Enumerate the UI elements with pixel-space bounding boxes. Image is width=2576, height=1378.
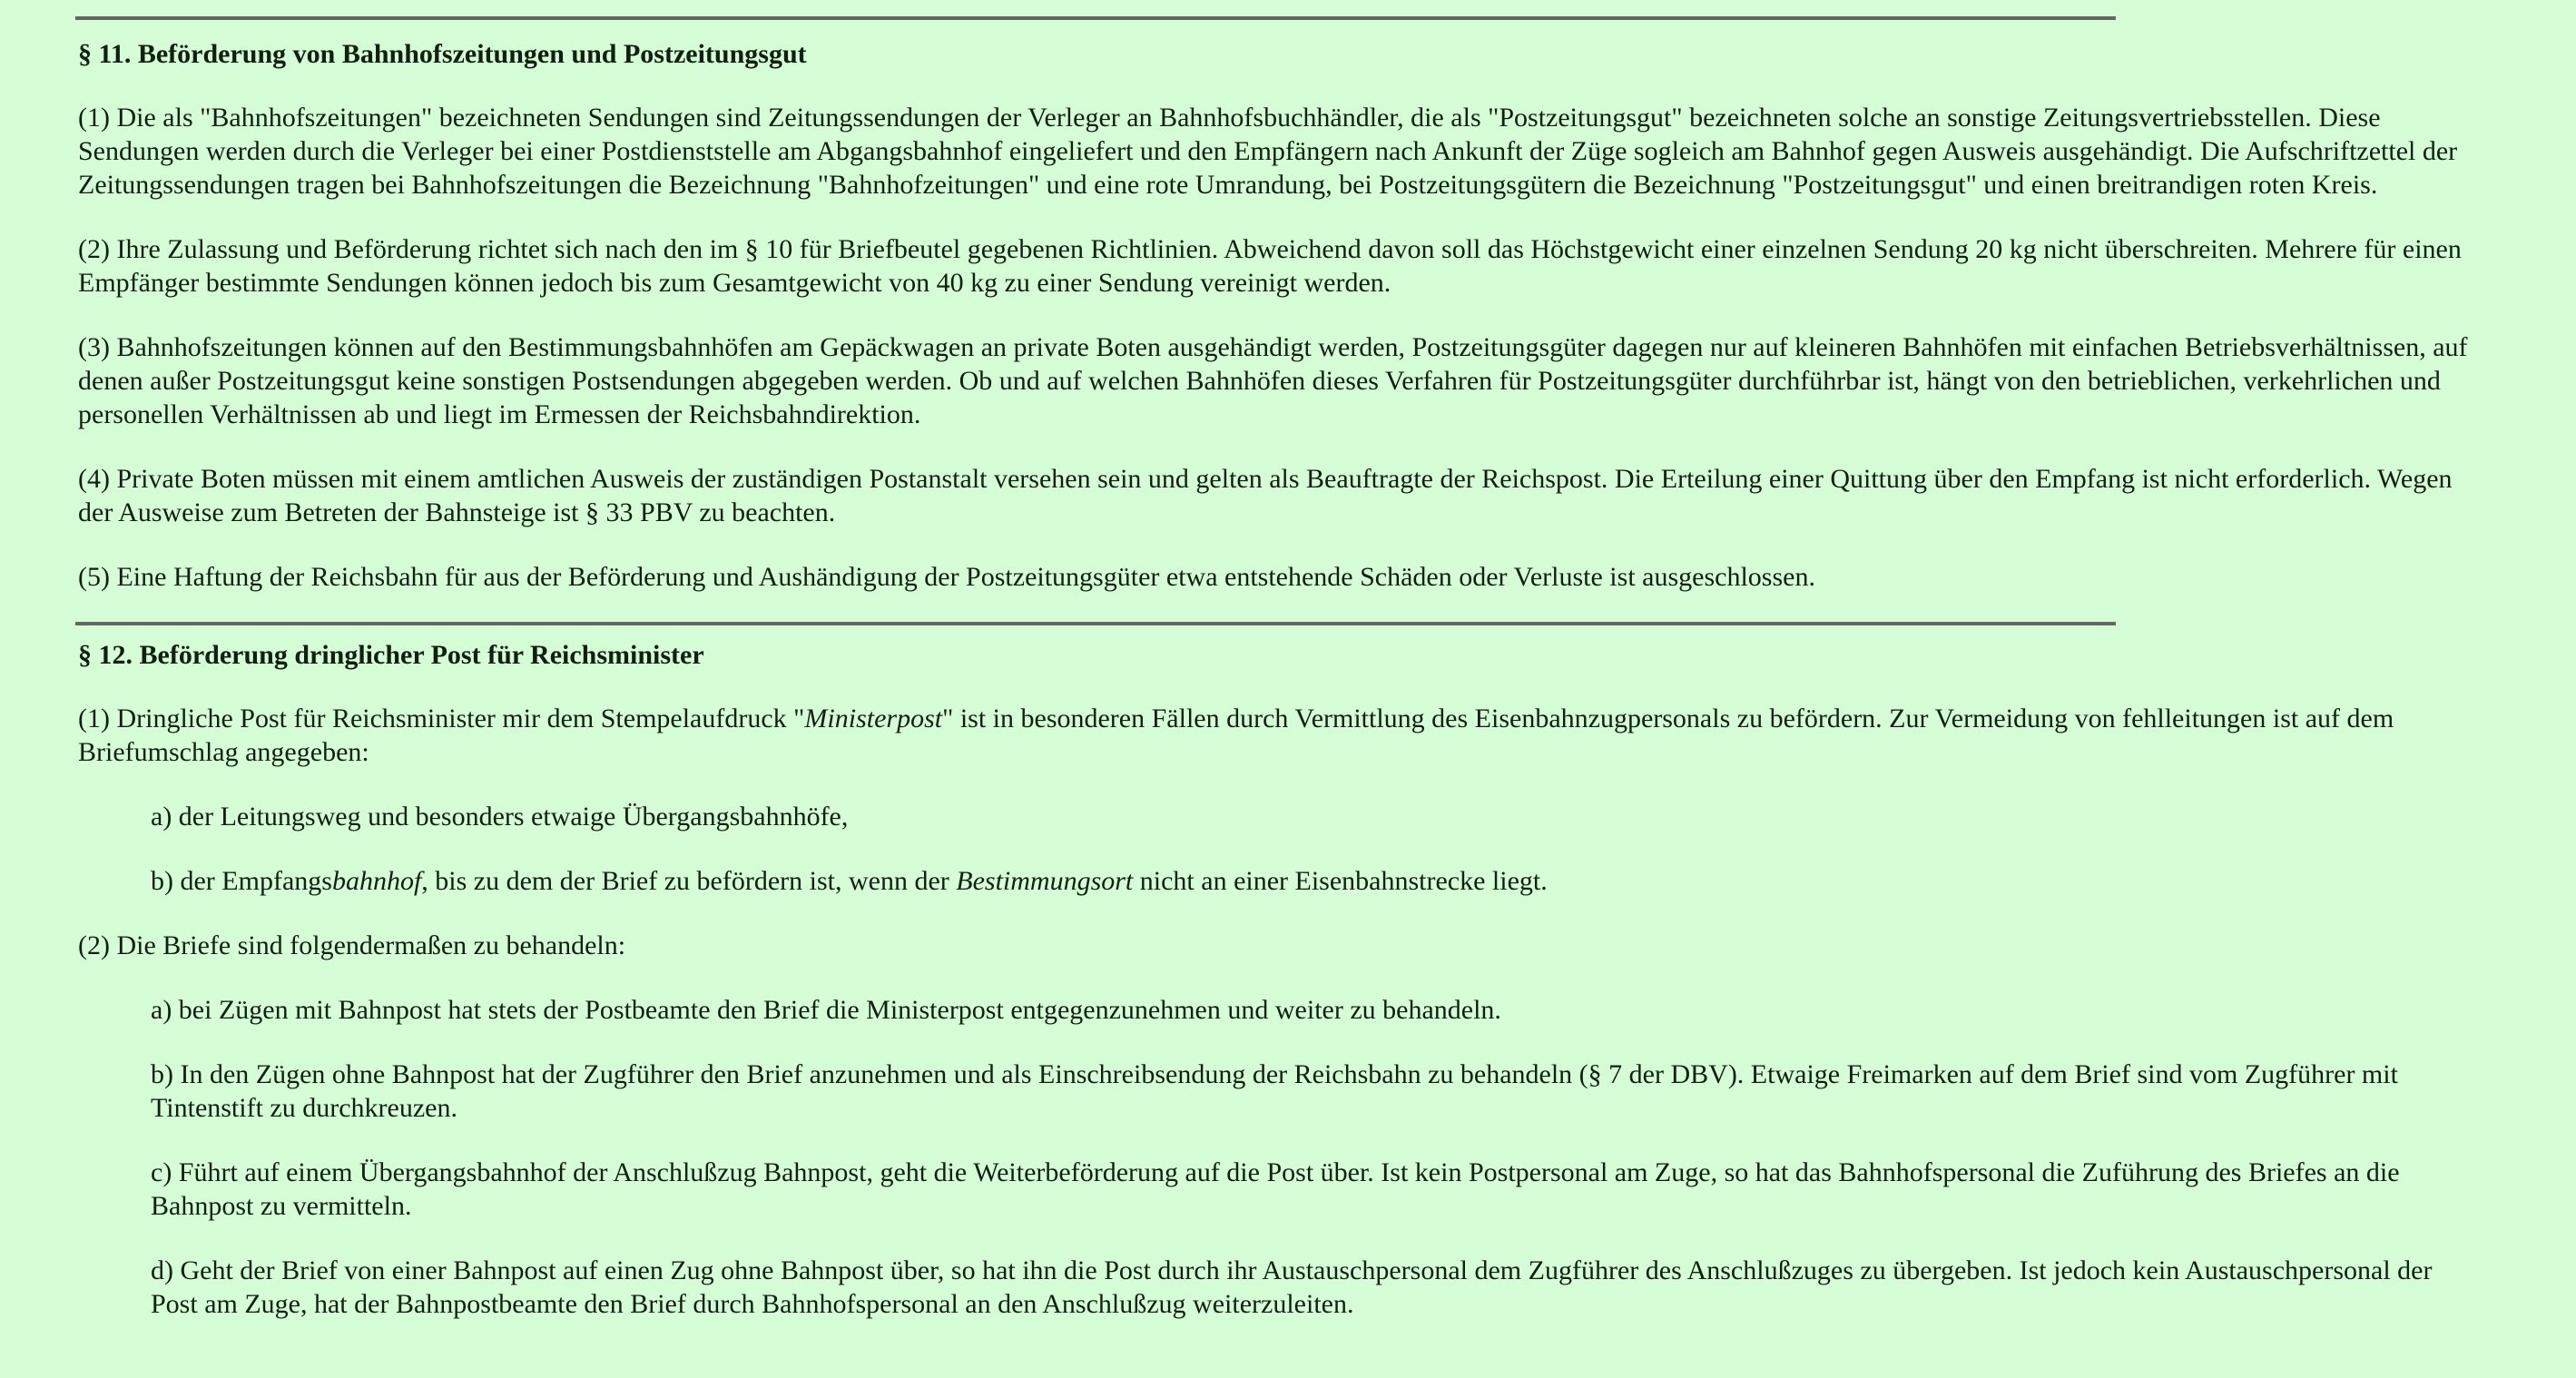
italic-term: Bestimmungsort [956,866,1134,896]
section-12-item-1b [151,864,2483,898]
text-run: (1) Dringliche Post für Reichsminister mir dem Stempelaufdruck " [78,704,805,733]
section-12-item-2d: d) Geht der Brief von einer Bahnpost auf einen Zug ohne Bahnpost über, so hat ihn die Post durch ihr Austauschpersonal dem Zugführer des Anschlußzuges zu übergeben. Ist jedoch kein Austauschpersonal der Post am Zuge, hat der Bahnpostbeamte den Brief durch Bahnhofspersonal an den Anschlußzug weiterzuleiten. [151,1255,2433,1319]
section-divider [75,16,2116,20]
italic-term: Ministerpost [804,704,943,733]
section-12-heading: § 12. Beförderung dringlicher Post für Reichsminister [78,640,704,670]
section-12-item-2b: b) In den Zügen ohne Bahnpost hat der Zugführer den Brief anzunehmen und als Einschreibsendung der Reichsbahn zu behandeln (§ 7 der DBV). Etwaige Freimarken auf dem Brief sind vom Zugführer mit Tintenstift zu durchkreuzen. [151,1059,2398,1123]
section-12-item-2c: c) Führt auf einem Übergangsbahnhof der Anschlußzug Bahnpost, geht die Weiterbeförderung auf die Post über. Ist kein Postpersonal am Zuge, so hat das Bahnhofspersonal die Zuführung des Briefes an die Bahnpost zu vermitteln. [151,1157,2400,1221]
section-12-item-1a: a) der Leitungsweg und besonders etwaige Übergangsbahnhöfe, [151,802,849,832]
text-run: , bis zu dem der Brief zu befördern ist, wenn der [421,866,957,896]
section-divider [75,622,2116,625]
section-11-paragraph-5: (5) Eine Haftung der Reichsbahn für aus der Beförderung und Aushändigung der Postzeitungsgüter etwa entstehende Schäden oder Verluste ist ausgeschlossen. [78,562,1815,592]
text-run: b) der Empfangs [151,866,332,896]
section-12-paragraph-1 [78,702,2483,769]
section-12-item-2a: a) bei Zügen mit Bahnpost hat stets der Postbeamte den Brief die Ministerpost entgegenzunehmen und weiter zu behandeln. [151,995,1501,1025]
document-page [78,0,2483,1321]
section-11-paragraph-2: (2) Ihre Zulassung und Beförderung richtet sich nach den im § 10 für Briefbeutel gegebenen Richtlinien. Abweichend davon soll das Höchstgewicht einer einzelnen Sendung 20 kg nicht überschreiten. Mehrere für einen Empfänger bestimmte Sendungen können jedoch bis zum Gesamtgewicht von 40 kg zu einer Sendung vereinigt werden. [78,234,2462,298]
text-run: " ist in besonderen Fällen durch Vermittlung des Eisenbahnzugpersonals zu befördern. Zur Vermeidung von fehlleitungen ist auf dem Briefumschlag angegeben: [78,704,2394,767]
text-run: nicht an einer Eisenbahnstrecke liegt. [1133,866,1548,896]
section-12-paragraph-2: (2) Die Briefe sind folgendermaßen zu behandeln: [78,930,626,960]
section-11-paragraph-3: (3) Bahnhofszeitungen können auf den Bestimmungsbahnhöfen am Gepäckwagen an private Boten ausgehändigt werden, Postzeitungsgüter dagegen nur auf kleineren Bahnhöfen mit einfachen Betriebsverhältnissen, auf denen außer Postzeitungsgut keine sonstigen Postsendungen abgegeben werden. Ob und auf welchen Bahnhöfen dieses Verfahren für Postzeitungsgüter durchführbar ist, hängt von den betrieblichen, verkehrlichen und personellen Verhältnissen ab und liegt im Ermessen der Reichsbahndirektion. [78,332,2468,429]
italic-term: bahnhof [331,866,422,896]
section-11-paragraph-4: (4) Private Boten müssen mit einem amtlichen Ausweis der zuständigen Postanstalt versehen sein und gelten als Beauftragte der Reichspost. Die Erteilung einer Quittung über den Empfang ist nicht erforderlich. Wegen der Ausweise zum Betreten der Bahnsteige ist § 33 PBV zu beachten. [78,464,2453,527]
section-11-paragraph-1: (1) Die als "Bahnhofszeitungen" bezeichneten Sendungen sind Zeitungssendungen der Verleger an Bahnhofsbuchhändler, die als "Postzeitungsgut" bezeichneten solche an sonstige Zeitungsvertriebsstellen. Diese Sendungen werden durch die Verleger bei einer Postdienststelle am Abgangsbahnhof eingeliefert und den Empfängern nach Ankunft der Züge sogleich am Bahnhof gegen Ausweis ausgehändigt. Die Aufschriftzettel der Zeitungssendungen tragen bei Bahnhofszeitungen die Bezeichnung "Bahnhofzeitungen" und eine rote Umrandung, bei Postzeitungsgütern die Bezeichnung "Postzeitungsgut" und einen breitrandigen roten Kreis. [78,103,2458,200]
section-11-heading: § 11. Beförderung von Bahnhofszeitungen und Postzeitungsgut [78,39,807,69]
